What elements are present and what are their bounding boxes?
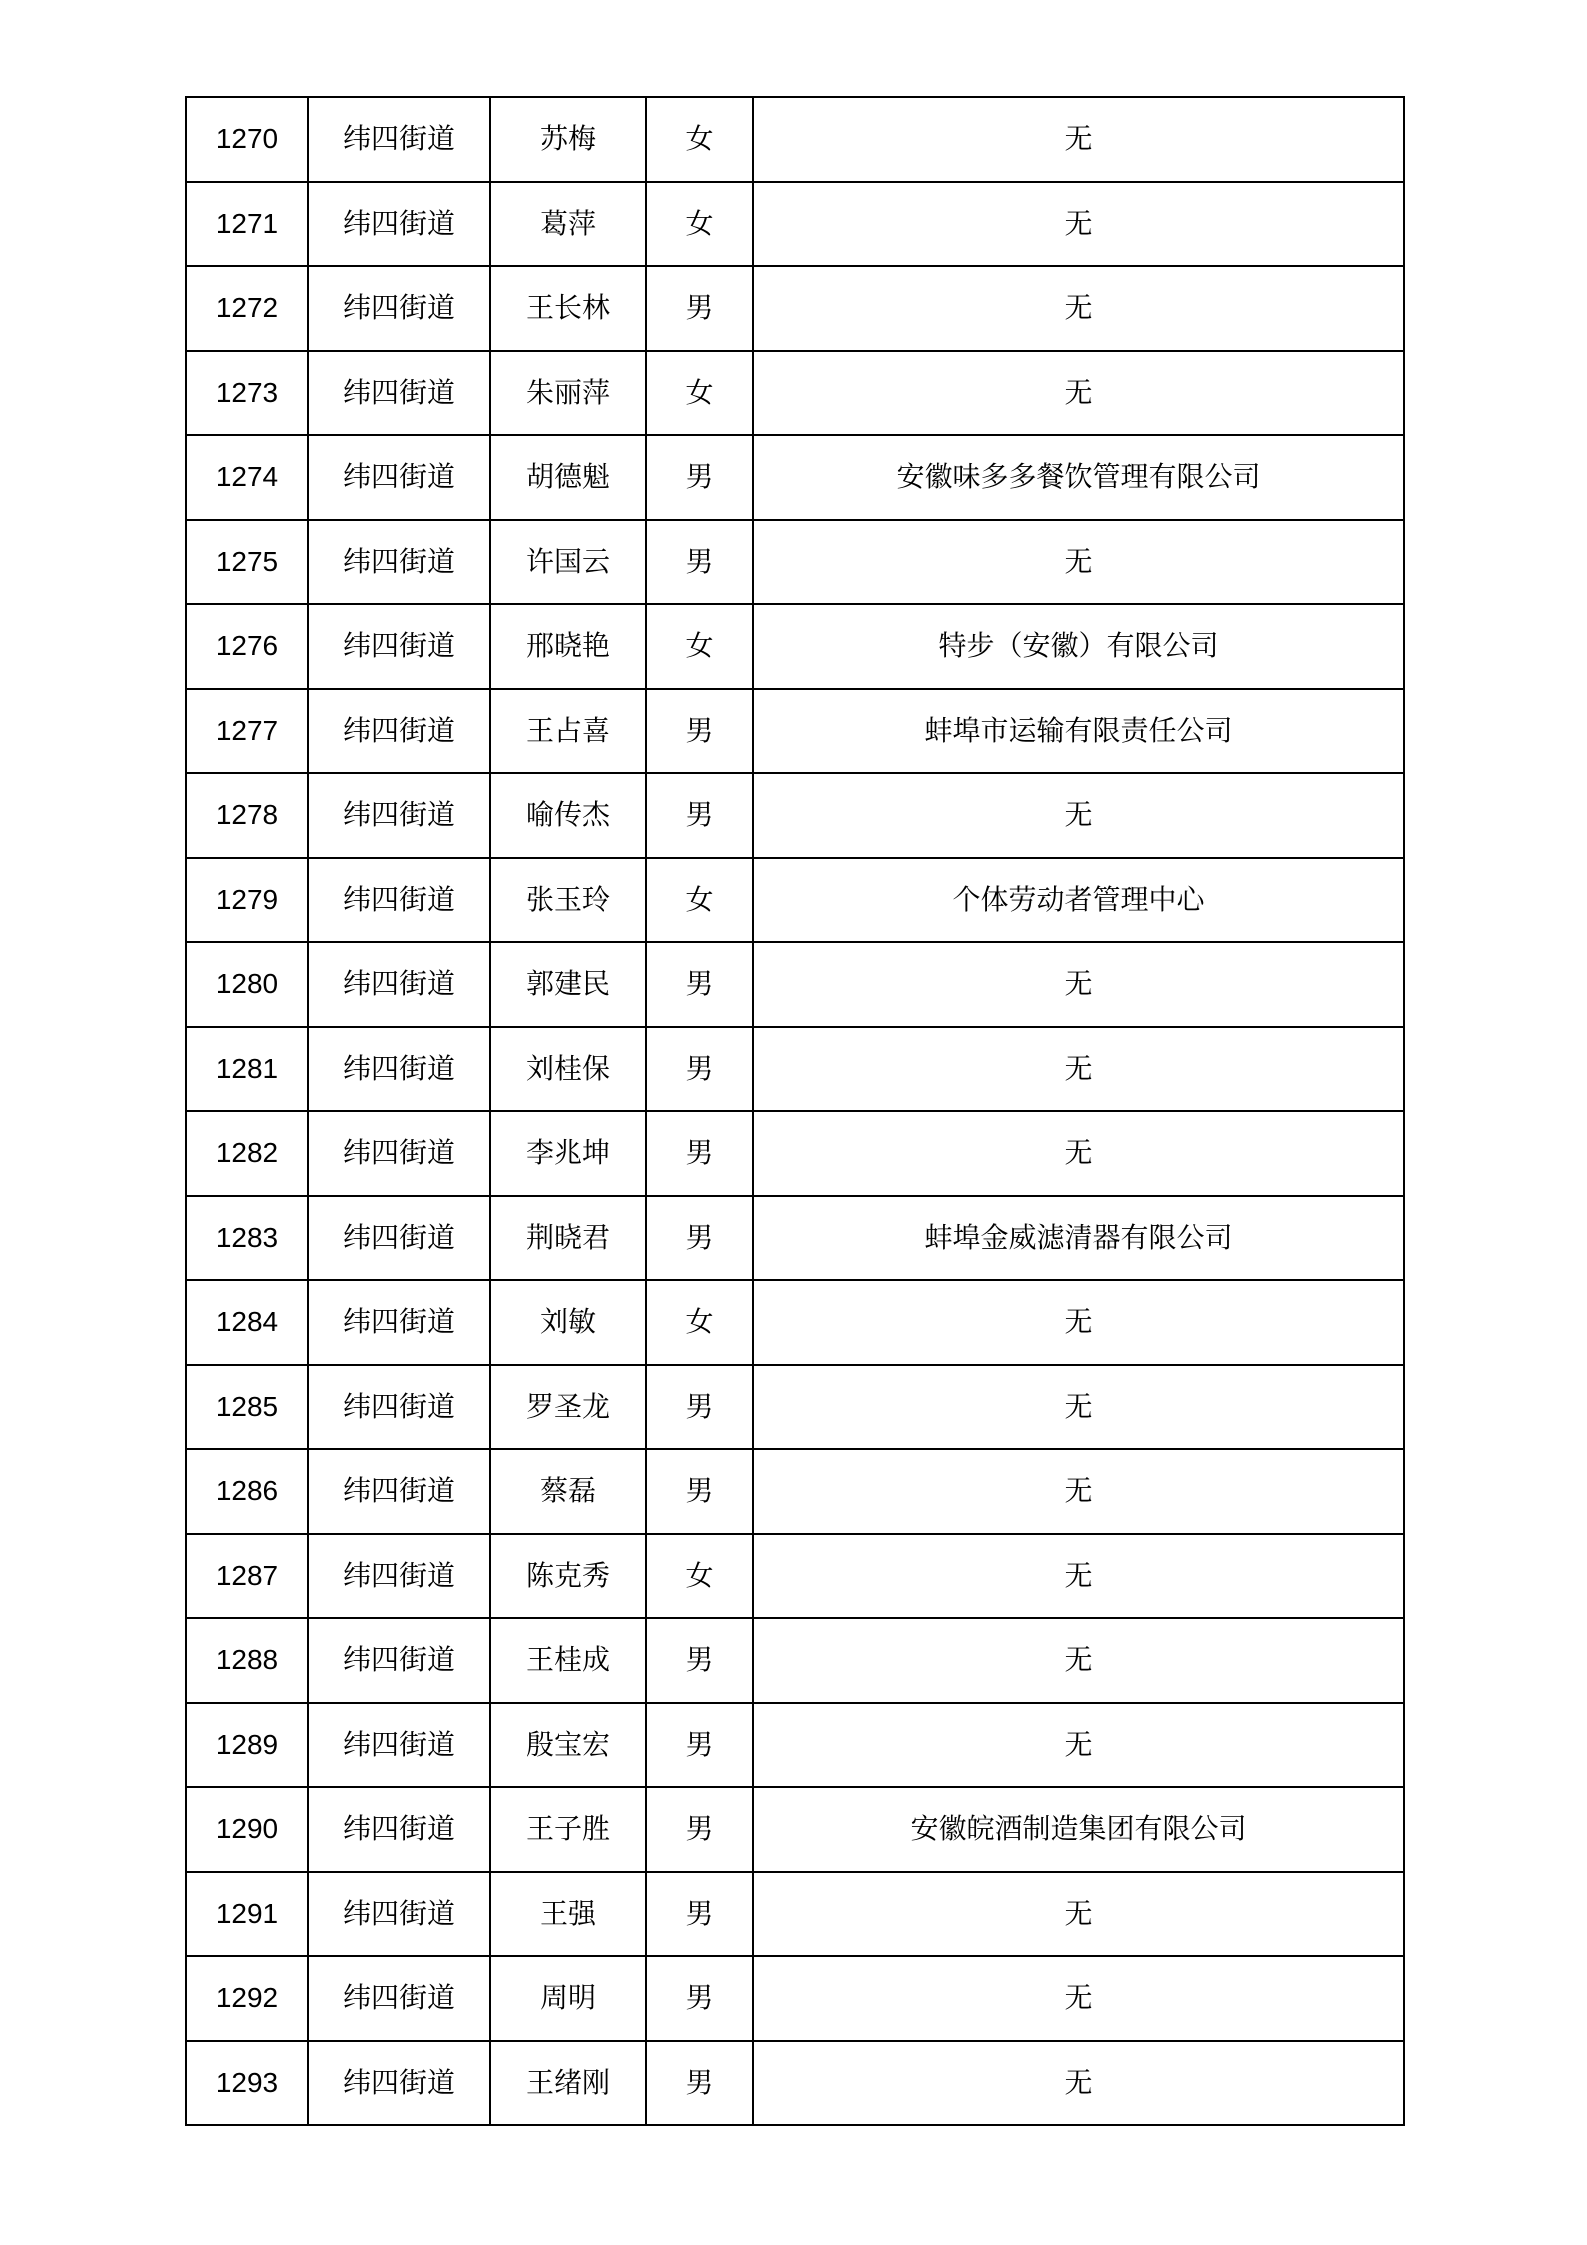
cell-employer: 个体劳动者管理中心 — [753, 858, 1404, 943]
cell-street: 纬四街道 — [308, 1365, 490, 1450]
table-row — [186, 604, 1404, 689]
cell-gender: 女 — [646, 97, 753, 182]
table-body — [186, 97, 1404, 2125]
table-row — [186, 858, 1404, 943]
cell-index: 1280 — [186, 942, 308, 1027]
cell-street: 纬四街道 — [308, 1787, 490, 1872]
cell-gender: 男 — [646, 520, 753, 605]
cell-name: 王桂成 — [490, 1618, 646, 1703]
cell-name: 陈克秀 — [490, 1534, 646, 1619]
cell-gender: 女 — [646, 182, 753, 267]
table-row — [186, 773, 1404, 858]
cell-employer: 无 — [753, 773, 1404, 858]
table-row — [186, 1111, 1404, 1196]
cell-employer: 无 — [753, 1872, 1404, 1957]
cell-name: 胡德魁 — [490, 435, 646, 520]
cell-name: 苏梅 — [490, 97, 646, 182]
cell-gender: 男 — [646, 1618, 753, 1703]
cell-name: 罗圣龙 — [490, 1365, 646, 1450]
cell-employer: 无 — [753, 97, 1404, 182]
cell-index: 1278 — [186, 773, 308, 858]
cell-street: 纬四街道 — [308, 858, 490, 943]
cell-name: 王强 — [490, 1872, 646, 1957]
cell-employer: 无 — [753, 1703, 1404, 1788]
cell-name: 王绪刚 — [490, 2041, 646, 2126]
cell-name: 喻传杰 — [490, 773, 646, 858]
table-row — [186, 1956, 1404, 2041]
table-row — [186, 351, 1404, 436]
cell-street: 纬四街道 — [308, 2041, 490, 2126]
cell-name: 郭建民 — [490, 942, 646, 1027]
cell-gender: 男 — [646, 1872, 753, 1957]
cell-index: 1289 — [186, 1703, 308, 1788]
cell-gender: 女 — [646, 1534, 753, 1619]
cell-street: 纬四街道 — [308, 182, 490, 267]
table-row — [186, 942, 1404, 1027]
cell-name: 李兆坤 — [490, 1111, 646, 1196]
cell-gender: 女 — [646, 1280, 753, 1365]
cell-employer: 安徽皖酒制造集团有限公司 — [753, 1787, 1404, 1872]
cell-index: 1292 — [186, 1956, 308, 2041]
table-row — [186, 1872, 1404, 1957]
cell-index: 1291 — [186, 1872, 308, 1957]
cell-index: 1270 — [186, 97, 308, 182]
table-row — [186, 2041, 1404, 2126]
cell-employer: 无 — [753, 1534, 1404, 1619]
cell-gender: 男 — [646, 1956, 753, 2041]
cell-employer: 无 — [753, 1449, 1404, 1534]
cell-gender: 男 — [646, 1787, 753, 1872]
cell-name: 蔡磊 — [490, 1449, 646, 1534]
cell-street: 纬四街道 — [308, 1703, 490, 1788]
table-row — [186, 97, 1404, 182]
cell-gender: 女 — [646, 858, 753, 943]
cell-index: 1287 — [186, 1534, 308, 1619]
cell-gender: 男 — [646, 1111, 753, 1196]
cell-street: 纬四街道 — [308, 1618, 490, 1703]
cell-employer: 蚌埠市运输有限责任公司 — [753, 689, 1404, 774]
cell-street: 纬四街道 — [308, 351, 490, 436]
cell-street: 纬四街道 — [308, 1196, 490, 1281]
table-row — [186, 1703, 1404, 1788]
cell-gender: 女 — [646, 351, 753, 436]
cell-street: 纬四街道 — [308, 1027, 490, 1112]
cell-index: 1276 — [186, 604, 308, 689]
cell-street: 纬四街道 — [308, 520, 490, 605]
cell-gender: 女 — [646, 604, 753, 689]
cell-gender: 男 — [646, 942, 753, 1027]
cell-street: 纬四街道 — [308, 942, 490, 1027]
cell-index: 1279 — [186, 858, 308, 943]
cell-index: 1274 — [186, 435, 308, 520]
cell-street: 纬四街道 — [308, 1449, 490, 1534]
cell-index: 1272 — [186, 266, 308, 351]
cell-name: 许国云 — [490, 520, 646, 605]
cell-index: 1281 — [186, 1027, 308, 1112]
table-row — [186, 182, 1404, 267]
cell-employer: 蚌埠金威滤清器有限公司 — [753, 1196, 1404, 1281]
cell-street: 纬四街道 — [308, 1534, 490, 1619]
cell-name: 刘敏 — [490, 1280, 646, 1365]
cell-index: 1293 — [186, 2041, 308, 2126]
cell-employer: 无 — [753, 1027, 1404, 1112]
cell-street: 纬四街道 — [308, 1956, 490, 2041]
cell-name: 周明 — [490, 1956, 646, 2041]
cell-employer: 无 — [753, 2041, 1404, 2126]
cell-index: 1290 — [186, 1787, 308, 1872]
cell-index: 1273 — [186, 351, 308, 436]
cell-street: 纬四街道 — [308, 1111, 490, 1196]
cell-street: 纬四街道 — [308, 1872, 490, 1957]
table-row — [186, 1787, 1404, 1872]
table-row — [186, 1534, 1404, 1619]
cell-gender: 男 — [646, 2041, 753, 2126]
cell-gender: 男 — [646, 689, 753, 774]
cell-gender: 男 — [646, 435, 753, 520]
table-row — [186, 689, 1404, 774]
cell-index: 1271 — [186, 182, 308, 267]
table-row — [186, 266, 1404, 351]
cell-employer: 无 — [753, 1280, 1404, 1365]
cell-employer: 安徽味多多餐饮管理有限公司 — [753, 435, 1404, 520]
cell-employer: 无 — [753, 182, 1404, 267]
cell-name: 王占喜 — [490, 689, 646, 774]
cell-gender: 男 — [646, 1365, 753, 1450]
cell-index: 1277 — [186, 689, 308, 774]
cell-gender: 男 — [646, 1703, 753, 1788]
cell-index: 1283 — [186, 1196, 308, 1281]
roster-table — [185, 96, 1405, 2126]
cell-gender: 男 — [646, 773, 753, 858]
cell-street: 纬四街道 — [308, 604, 490, 689]
cell-index: 1285 — [186, 1365, 308, 1450]
table-row — [186, 1027, 1404, 1112]
table-row — [186, 435, 1404, 520]
table-row — [186, 1449, 1404, 1534]
cell-name: 朱丽萍 — [490, 351, 646, 436]
cell-index: 1284 — [186, 1280, 308, 1365]
cell-name: 荆晓君 — [490, 1196, 646, 1281]
cell-gender: 男 — [646, 1196, 753, 1281]
table-row — [186, 1365, 1404, 1450]
cell-name: 邢晓艳 — [490, 604, 646, 689]
cell-name: 王长林 — [490, 266, 646, 351]
cell-street: 纬四街道 — [308, 689, 490, 774]
cell-index: 1275 — [186, 520, 308, 605]
table-row — [186, 1196, 1404, 1281]
cell-employer: 无 — [753, 1111, 1404, 1196]
cell-name: 刘桂保 — [490, 1027, 646, 1112]
cell-gender: 男 — [646, 266, 753, 351]
cell-name: 葛萍 — [490, 182, 646, 267]
cell-street: 纬四街道 — [308, 266, 490, 351]
cell-street: 纬四街道 — [308, 773, 490, 858]
cell-name: 张玉玲 — [490, 858, 646, 943]
cell-employer: 无 — [753, 1365, 1404, 1450]
cell-name: 殷宝宏 — [490, 1703, 646, 1788]
cell-street: 纬四街道 — [308, 435, 490, 520]
cell-index: 1282 — [186, 1111, 308, 1196]
table-row — [186, 1280, 1404, 1365]
table-row — [186, 520, 1404, 605]
cell-employer: 无 — [753, 351, 1404, 436]
cell-index: 1288 — [186, 1618, 308, 1703]
table-row — [186, 1618, 1404, 1703]
cell-street: 纬四街道 — [308, 1280, 490, 1365]
cell-employer: 无 — [753, 266, 1404, 351]
cell-employer: 无 — [753, 942, 1404, 1027]
cell-gender: 男 — [646, 1449, 753, 1534]
cell-gender: 男 — [646, 1027, 753, 1112]
cell-name: 王子胜 — [490, 1787, 646, 1872]
cell-employer: 无 — [753, 520, 1404, 605]
cell-street: 纬四街道 — [308, 97, 490, 182]
cell-employer: 无 — [753, 1956, 1404, 2041]
cell-index: 1286 — [186, 1449, 308, 1534]
cell-employer: 无 — [753, 1618, 1404, 1703]
cell-employer: 特步（安徽）有限公司 — [753, 604, 1404, 689]
